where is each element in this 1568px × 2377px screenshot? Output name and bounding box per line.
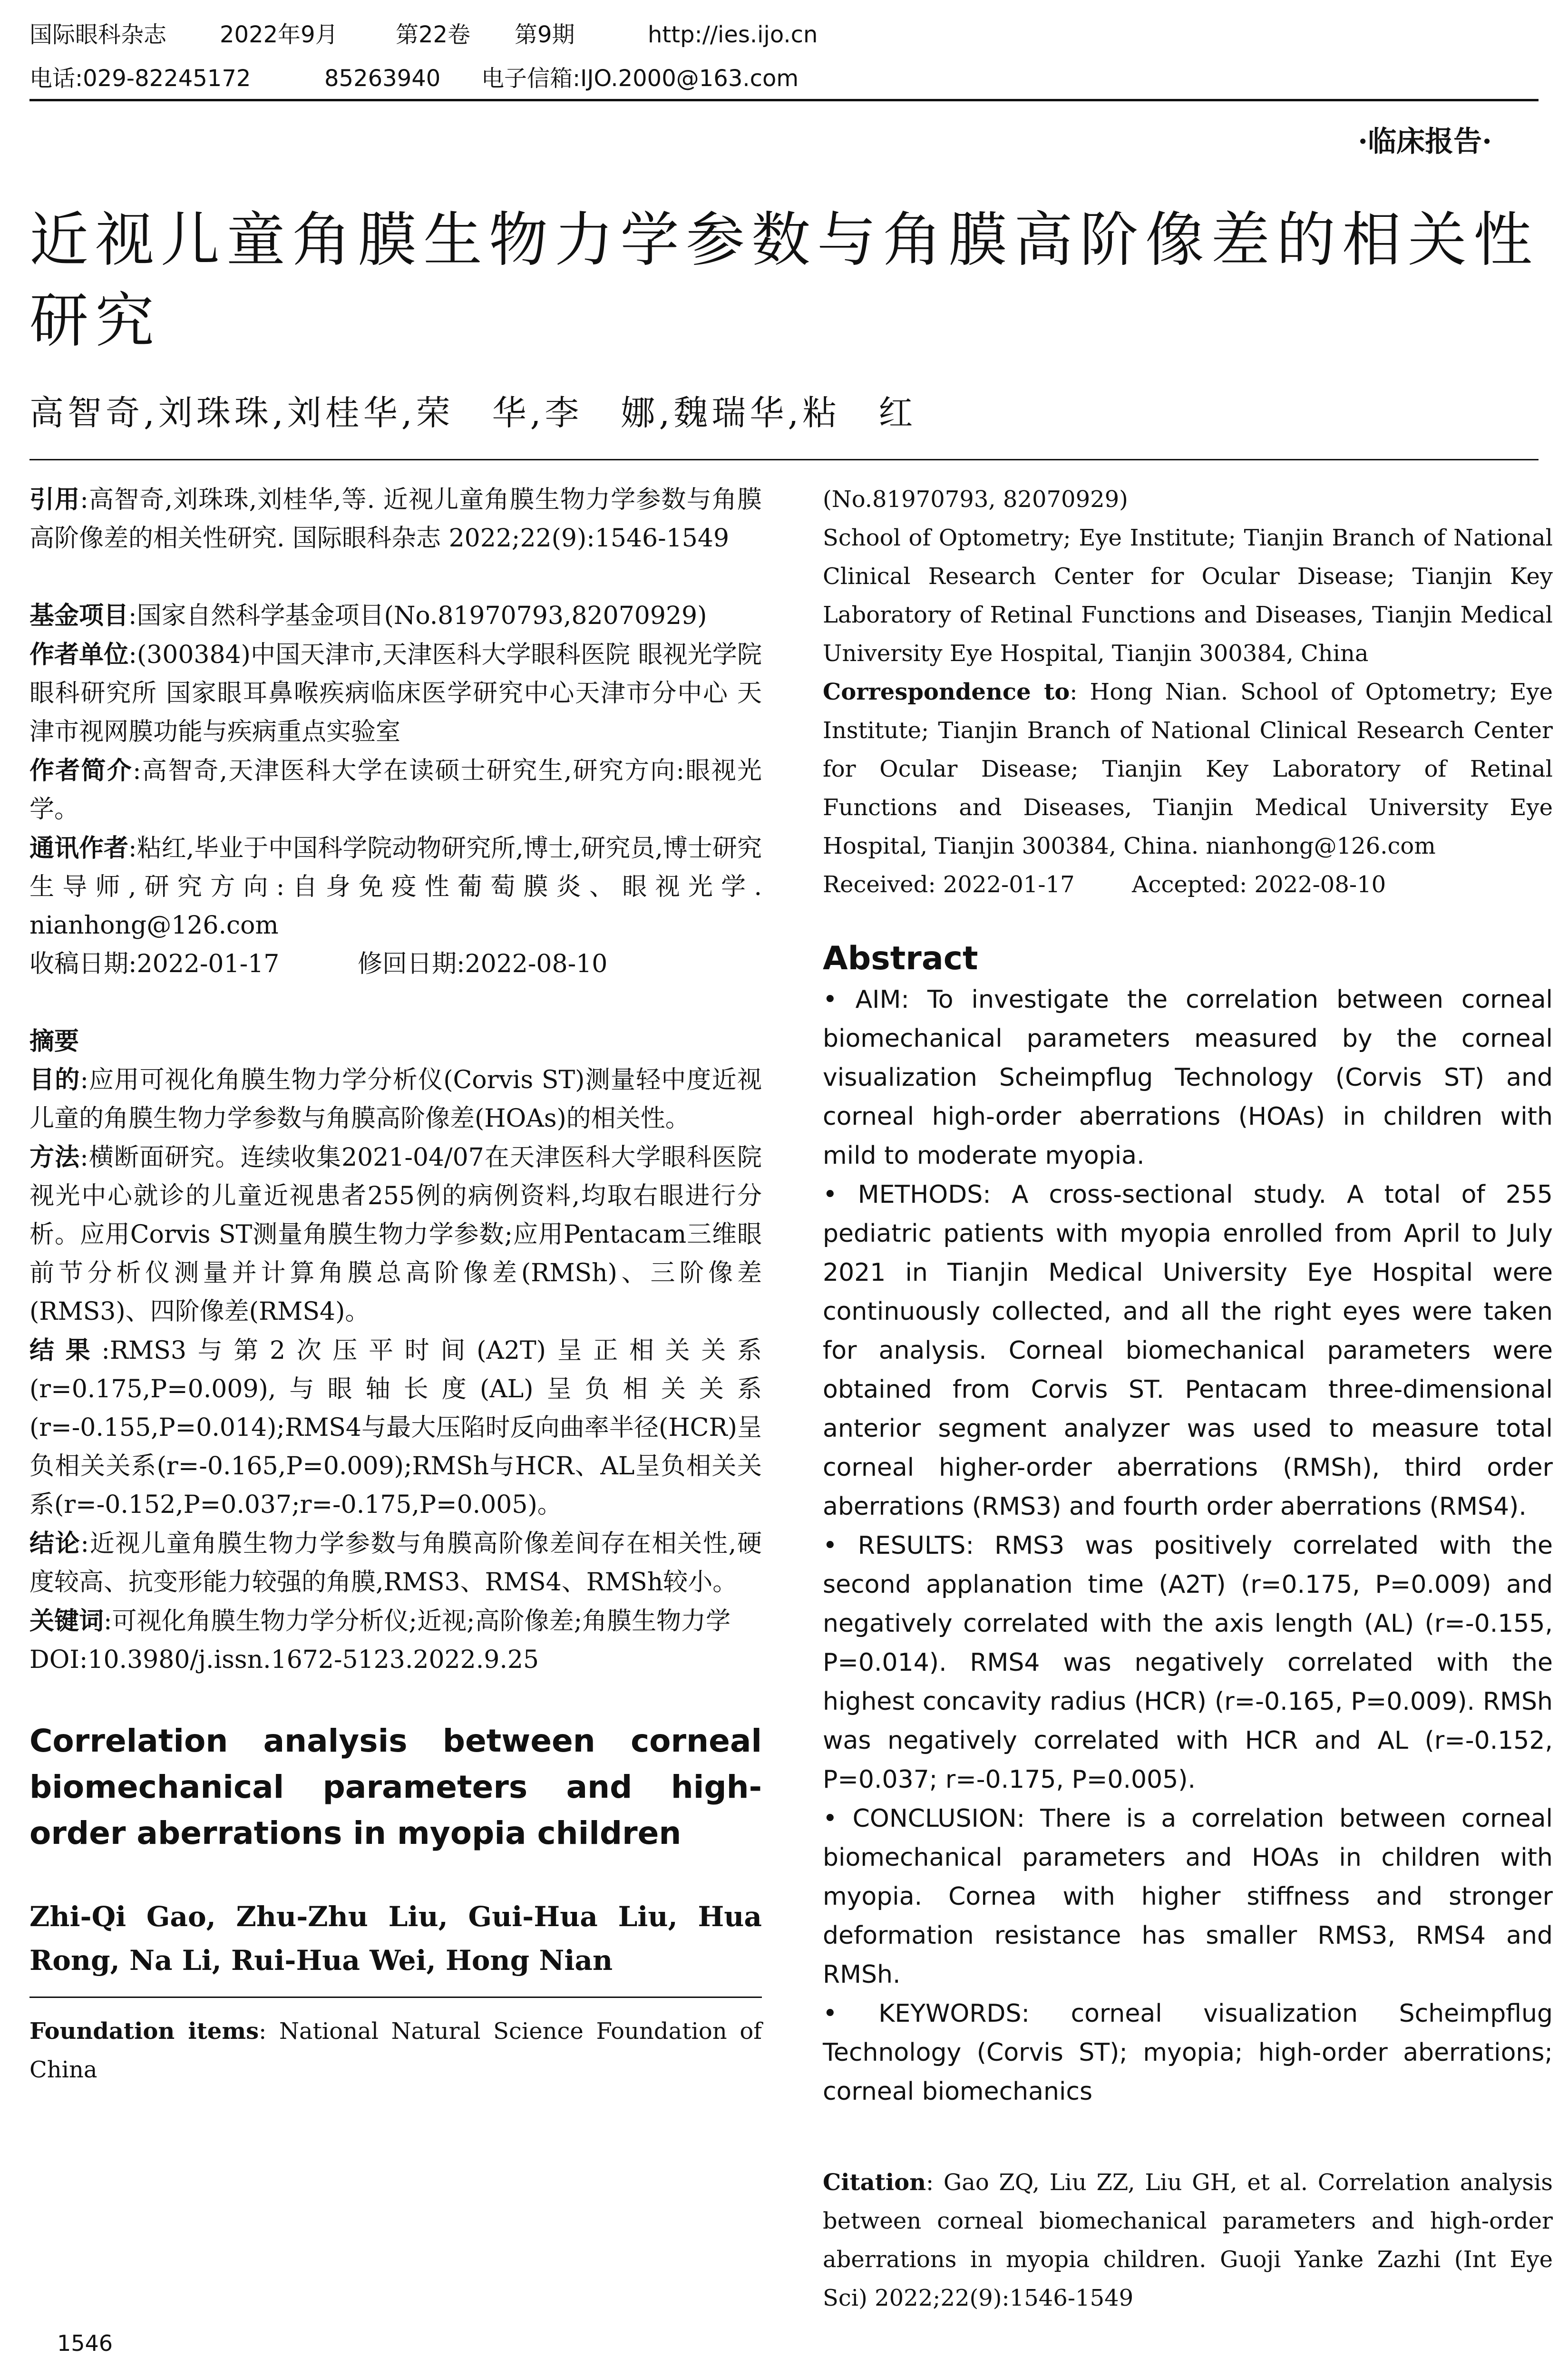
volume: 第22卷	[396, 21, 471, 48]
running-header-line2	[29, 62, 799, 95]
correspondence-label: Correspondence to	[823, 679, 1070, 705]
authors-en: Zhi-Qi Gao, Zhu-Zhu Liu, Gui-Hua Liu, Hua Rong, Na Li, Rui-Hua Wei, Hong Nian	[29, 1900, 762, 1977]
section-tag: ·临床报告·	[1358, 125, 1492, 158]
correspondence-en	[823, 673, 1553, 866]
corr-cn	[29, 829, 762, 945]
received-cn: 收稿日期:2022-01-17	[29, 950, 280, 978]
phone-2: 85263940	[324, 65, 441, 92]
issue-date: 2022年9月	[220, 21, 338, 48]
corr-text: :粘红,毕业于中国科学院动物研究所,博士,研究员,博士研究生导师,研究方向:自身免疫性葡萄膜炎、眼视光学. nianhong@126.com	[29, 834, 762, 940]
methods-label: 方法	[29, 1143, 80, 1172]
article-title-en: Correlation analysis between corneal biomechanical parameters and high-order aberrations in myopia children	[29, 1723, 762, 1851]
aim-en: • AIM: To investigate the correlation between corneal biomechanical parameters measured by the corneal visualization Scheimpflug Technology (Corvis ST) and corneal high-order aberrations (HOAs) in children with mild to moderate myopia.	[823, 985, 1553, 1170]
conclusion-cn	[29, 1524, 762, 1602]
fund-text: :国家自然科学基金项目(No.81970793,82070929)	[128, 602, 707, 630]
correspondence-text: : Hong Nian. School of Optometry; Eye Institute; Tianjin Branch of National Clinical Research Center for Ocular Disease; Tianjin Key Laboratory of Retinal Functions and Diseases, Tianjin Medical University Eye Hospital, Tianjin 300384, China. nianhong@126.com	[823, 679, 1553, 859]
page-number: 1546	[57, 2330, 113, 2356]
foundation-label: Foundation items	[29, 2018, 259, 2045]
bio-text: :高智奇,天津医科大学在读硕士研究生,研究方向:眼视光学。	[29, 757, 762, 824]
conclusion-text: :近视儿童角膜生物力学参数与角膜高阶像差间存在相关性,硬度较高、抗变形能力较强的角膜,RMS3、RMS4、RMSh较小。	[29, 1529, 762, 1597]
results-text: :RMS3与第2次压平时间(A2T)呈正相关关系(r=0.175,P=0.009),与眼轴长度(AL)呈负相关关系(r=-0.155,P=0.014);RMS4与最大压陷时反向曲率半径(HCR)呈负相关关系(r=-0.165,P=0.009);RMSh与HCR、AL呈负相关关系(r=-0.152,P=0.037;r=-0.175,P=0.005)。	[29, 1336, 762, 1519]
citation-en-text: : Gao ZQ, Liu ZZ, Liu GH, et al. Correlation analysis between corneal biomechanical parameters and high-order aberrations in myopia children. Guoji Yanke Zazhi (Int Eye Sci) 2022;22(9):1546-1549	[823, 2169, 1553, 2311]
bio-cn	[29, 751, 762, 829]
corr-label: 通讯作者	[29, 834, 129, 863]
phone: 电话:029-82245172	[29, 65, 251, 92]
received-en: Received: 2022-01-17	[823, 871, 1075, 898]
methods-en: • METHODS: A cross-sectional study. A total of 255 pediatric patients with myopia enrolled from April to July 2021 in Tianjin Medical University Eye Hospital were continuously collected, and all the right eyes were taken for analysis. Corneal biomechanical parameters were obtained from Corvis ST. Pentacam three-dimensional anterior segment analyzer was used to measure total corneal higher-order aberrations (RMSh), third order aberrations (RMS3) and fourth order aberrations (RMS4).	[823, 1180, 1553, 1521]
citation-en	[823, 2163, 1553, 2318]
keywords-label: 关键词	[29, 1607, 104, 1636]
title-rule	[29, 459, 1539, 460]
abstract-head-en: Abstract	[823, 940, 978, 977]
issue-number: 第9期	[515, 21, 575, 48]
journal-name: 国际眼科杂志	[29, 21, 167, 48]
citation-cn	[29, 480, 762, 558]
citation-text: :高智奇,刘珠珠,刘桂华,等. 近视儿童角膜生物力学参数与角膜高阶像差的相关性研究. 国际眼科杂志 2022;22(9):1546-1549	[29, 486, 762, 553]
aim-label: 目的	[29, 1065, 80, 1094]
results-label: 结果	[29, 1336, 102, 1365]
results-cn	[29, 1331, 762, 1524]
dates-en	[823, 866, 1553, 904]
authors-cn: 高智奇,刘珠珠,刘桂华,荣 华,李 娜,魏瑞华,粘 红	[29, 393, 917, 433]
citation-en-label: Citation	[823, 2169, 926, 2196]
email[interactable]: 电子信箱:IJO.2000@163.com	[481, 65, 799, 92]
foundation-text: : National Natural Science Foundation of China	[29, 2018, 762, 2083]
aim-cn	[29, 1061, 762, 1138]
fund-label: 基金项目	[29, 601, 129, 630]
dates-cn	[29, 945, 762, 984]
left-column	[29, 480, 762, 2089]
revised-cn: 修回日期:2022-08-10	[358, 950, 608, 978]
aim-text: :应用可视化角膜生物力学分析仪(Corvis ST)测量轻中度近视儿童的角膜生物力学参数与角膜高阶像差(HOAs)的相关性。	[29, 1066, 762, 1133]
bio-label: 作者简介	[29, 756, 133, 785]
results-en: • RESULTS: RMS3 was positively correlated with the second applanation time (A2T) (r=0.175, P=0.009) and negatively correlated with the axis length (AL) (r=-0.155, P=0.014). RMS4 was negatively correlated with the highest concavity radius (HCR) (r=-0.165, P=0.009). RMSh was negatively correlated with HCR and AL (r=-0.152, P=0.037; r=-0.175, P=0.005).	[823, 1531, 1553, 1794]
fund-cn	[29, 596, 762, 635]
journal-url[interactable]: http://ies.ijo.cn	[648, 21, 818, 48]
methods-cn	[29, 1138, 762, 1331]
article-title-cn: 近视儿童角膜生物力学参数与角膜高阶像差的相关性研究	[29, 206, 1539, 355]
right-column	[823, 480, 1553, 2318]
conclusion-en: • CONCLUSION: There is a correlation between corneal biomechanical parameters and HOAs in children with myopia. Cornea with higher stiffness and stronger deformation resistance has smaller RMS3, RMS4 and RMSh.	[823, 1804, 1553, 1989]
citation-label: 引用	[29, 485, 80, 514]
header-rule	[29, 99, 1539, 101]
methods-text: :横断面研究。连续收集2021-04/07在天津医科大学眼科医院视光中心就诊的儿童近视患者255例的病例资料,均取右眼进行分析。应用Corvis ST测量角膜生物力学参数;应用Pentacam三维眼前节分析仪测量并计算角膜总高阶像差(RMSh)、三阶像差(RMS3)、四阶像差(RMS4)。	[29, 1143, 762, 1326]
doi[interactable]: DOI:10.3980/j.issn.1672-5123.2022.9.25	[29, 1646, 539, 1674]
abstract-head-cn: 摘要	[29, 1027, 79, 1056]
keywords-en: • KEYWORDS: corneal visualization Scheimpflug Technology (Corvis ST); myopia; high-order aberrations; corneal biomechanics	[823, 1999, 1553, 2106]
unit-text: :(300384)中国天津市,天津医科大学眼科医院 眼视光学院 眼科研究所 国家眼耳鼻喉疾病临床医学研究中心天津市分中心 天津市视网膜功能与疾病重点实验室	[29, 641, 762, 746]
unit-label: 作者单位	[29, 640, 129, 669]
affiliation-en: School of Optometry; Eye Institute; Tianjin Branch of National Clinical Research Center for Ocular Disease; Tianjin Key Laboratory of Retinal Functions and Diseases, Tianjin Medical University Eye Hospital, Tianjin 300384, China	[823, 525, 1553, 667]
unit-cn	[29, 635, 762, 751]
keywords-text: :可视化角膜生物力学分析仪;近视;高阶像差;角膜生物力学	[104, 1607, 731, 1636]
conclusion-label: 结论	[29, 1529, 81, 1558]
keywords-cn	[29, 1602, 762, 1641]
accepted-en: Accepted: 2022-08-10	[1132, 871, 1386, 898]
running-header-line1	[29, 18, 818, 51]
foundation-items	[29, 2012, 762, 2089]
foundation-cont: (No.81970793, 82070929)	[823, 486, 1128, 513]
